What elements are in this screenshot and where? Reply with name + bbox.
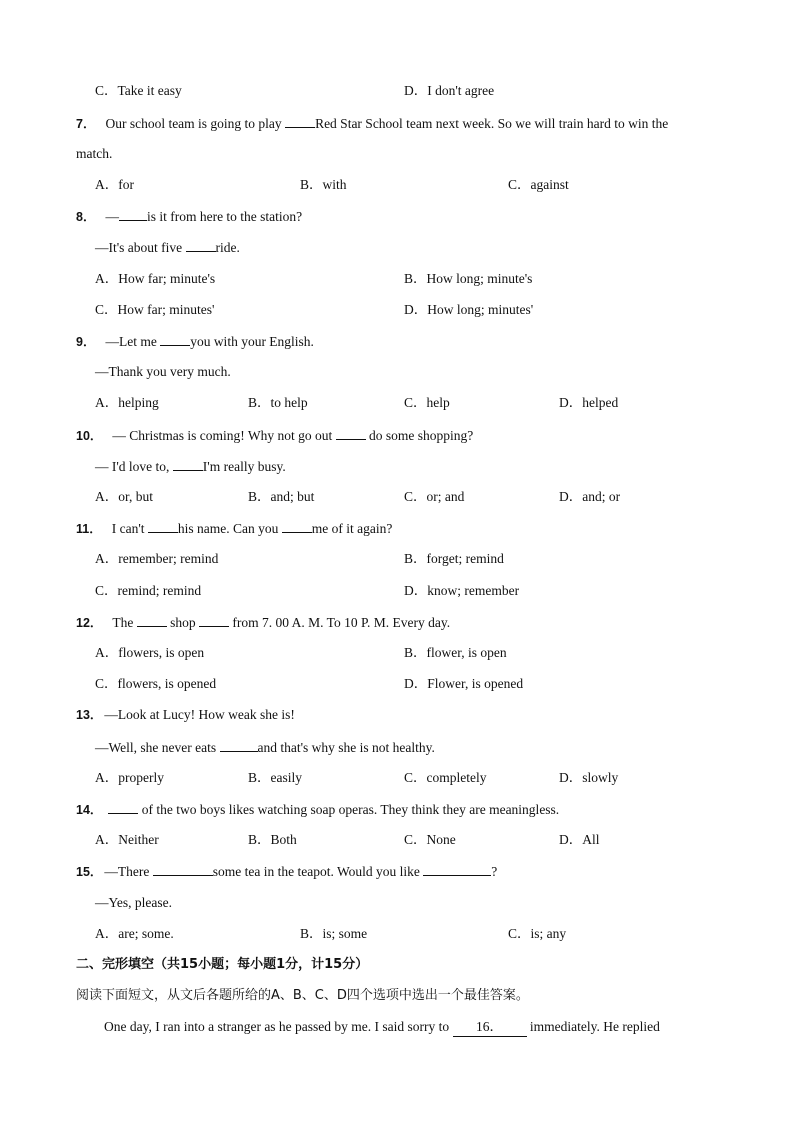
option-a[interactable]: A．for bbox=[95, 177, 134, 192]
answer-blank[interactable] bbox=[282, 519, 312, 533]
question-7-continuation: match. bbox=[76, 146, 113, 161]
answer-blank[interactable] bbox=[220, 738, 258, 752]
answer-blank-16[interactable]: 16． bbox=[453, 1018, 527, 1037]
option-d[interactable]: D．slowly bbox=[559, 770, 619, 785]
answer-blank[interactable] bbox=[119, 207, 147, 221]
answer-blank[interactable] bbox=[148, 519, 178, 533]
option-c[interactable]: C．is; any bbox=[508, 926, 567, 941]
question-11: 11． I can't his name. Can you me of it again? bbox=[76, 521, 393, 536]
option-a[interactable]: A．properly bbox=[95, 770, 164, 785]
option-d[interactable]: D．All bbox=[559, 832, 600, 847]
option-c[interactable]: C．against bbox=[508, 177, 569, 192]
question-15-reply: —Yes, please. bbox=[95, 895, 172, 910]
option-c[interactable]: C．or; and bbox=[404, 489, 465, 504]
question-number: 9． bbox=[76, 335, 96, 349]
answer-blank[interactable] bbox=[173, 457, 203, 471]
option-a[interactable]: A．flowers, is open bbox=[95, 645, 205, 660]
question-10: 10． — Christmas is coming! Why not go out do some shopping? bbox=[76, 428, 474, 443]
option-c[interactable]: C．help bbox=[404, 395, 450, 410]
answer-blank[interactable] bbox=[137, 613, 167, 627]
option-c[interactable]: C．flowers, is opened bbox=[95, 676, 217, 691]
option-a[interactable]: A．helping bbox=[95, 395, 159, 410]
option-c[interactable]: C．completely bbox=[404, 770, 487, 785]
option-b[interactable]: B．How long; minute's bbox=[404, 271, 533, 286]
question-10-reply: — I'd love to, I'm really busy. bbox=[95, 459, 286, 474]
passage-paragraph: One day, I ran into a stranger as he passed by me. I said sorry to 16． immediately. He replied bbox=[104, 1018, 660, 1037]
option-d[interactable]: D．know; remember bbox=[404, 583, 520, 598]
question-9-reply: —Thank you very much. bbox=[95, 364, 231, 379]
answer-blank[interactable] bbox=[423, 862, 491, 876]
question-number: 15． bbox=[76, 865, 103, 879]
question-12: 12． The shop from 7. 00 A. M. To 10 P. M. Every day. bbox=[76, 615, 451, 630]
answer-blank[interactable] bbox=[186, 238, 216, 252]
option-c[interactable]: C．remind; remind bbox=[95, 583, 202, 598]
question-7: 7． Our school team is going to play Red Star School team next week. So we will train hard to win the bbox=[76, 116, 669, 131]
option-a[interactable]: A．How far; minute's bbox=[95, 271, 216, 286]
option-a[interactable]: A．or, but bbox=[95, 489, 153, 504]
option-c[interactable]: C．None bbox=[404, 832, 456, 847]
question-8: 8． — is it from here to the station? bbox=[76, 209, 303, 224]
option-d[interactable]: D．helped bbox=[559, 395, 619, 410]
answer-blank[interactable] bbox=[199, 613, 229, 627]
question-number: 7． bbox=[76, 117, 96, 131]
option-b[interactable]: B．flower, is open bbox=[404, 645, 507, 660]
option-d[interactable]: D．How long; minutes' bbox=[404, 302, 534, 317]
option-d[interactable]: D．I don't agree bbox=[404, 83, 495, 98]
answer-blank[interactable] bbox=[285, 114, 315, 128]
option-b[interactable]: B．and; but bbox=[248, 489, 315, 504]
section-instruction: 阅读下面短文，从文后各题所给的A、B、C、D四个选项中选出一个最佳答案。 bbox=[76, 988, 529, 1003]
option-b[interactable]: B．easily bbox=[248, 770, 302, 785]
question-13: 13． —Look at Lucy! How weak she is! bbox=[76, 707, 295, 722]
option-c[interactable]: C．How far; minutes' bbox=[95, 302, 215, 317]
section-title: 二、完形填空（共15小题；每小题1分，计15分） bbox=[76, 957, 369, 972]
option-b[interactable]: B．with bbox=[300, 177, 347, 192]
question-number: 10． bbox=[76, 429, 103, 443]
question-number: 13． bbox=[76, 708, 103, 722]
question-13-reply: —Well, she never eats and that's why she is not healthy. bbox=[95, 740, 435, 755]
question-number: 12． bbox=[76, 616, 103, 630]
question-9: 9． —Let me you with your English. bbox=[76, 334, 314, 349]
option-b[interactable]: B．to help bbox=[248, 395, 308, 410]
option-d[interactable]: D．Flower, is opened bbox=[404, 676, 524, 691]
question-number: 8． bbox=[76, 210, 96, 224]
option-a[interactable]: A．remember; remind bbox=[95, 551, 219, 566]
question-number: 11． bbox=[76, 522, 102, 536]
question-number: 14． bbox=[76, 803, 103, 817]
option-a[interactable]: A．Neither bbox=[95, 832, 159, 847]
answer-blank[interactable] bbox=[108, 800, 138, 814]
question-14: 14． of the two boys likes watching soap operas. They think they are meaningless. bbox=[76, 802, 560, 817]
question-15: 15． —There some tea in the teapot. Would you like ? bbox=[76, 864, 498, 879]
option-b[interactable]: B．Both bbox=[248, 832, 297, 847]
answer-blank[interactable] bbox=[160, 332, 190, 346]
answer-blank[interactable] bbox=[336, 426, 366, 440]
option-b[interactable]: B．is; some bbox=[300, 926, 368, 941]
option-c[interactable]: C．Take it easy bbox=[95, 83, 182, 98]
option-d[interactable]: D．and; or bbox=[559, 489, 621, 504]
option-b[interactable]: B．forget; remind bbox=[404, 551, 504, 566]
question-8-reply: —It's about five ride. bbox=[95, 240, 240, 255]
option-a[interactable]: A．are; some. bbox=[95, 926, 174, 941]
answer-blank[interactable] bbox=[153, 862, 213, 876]
